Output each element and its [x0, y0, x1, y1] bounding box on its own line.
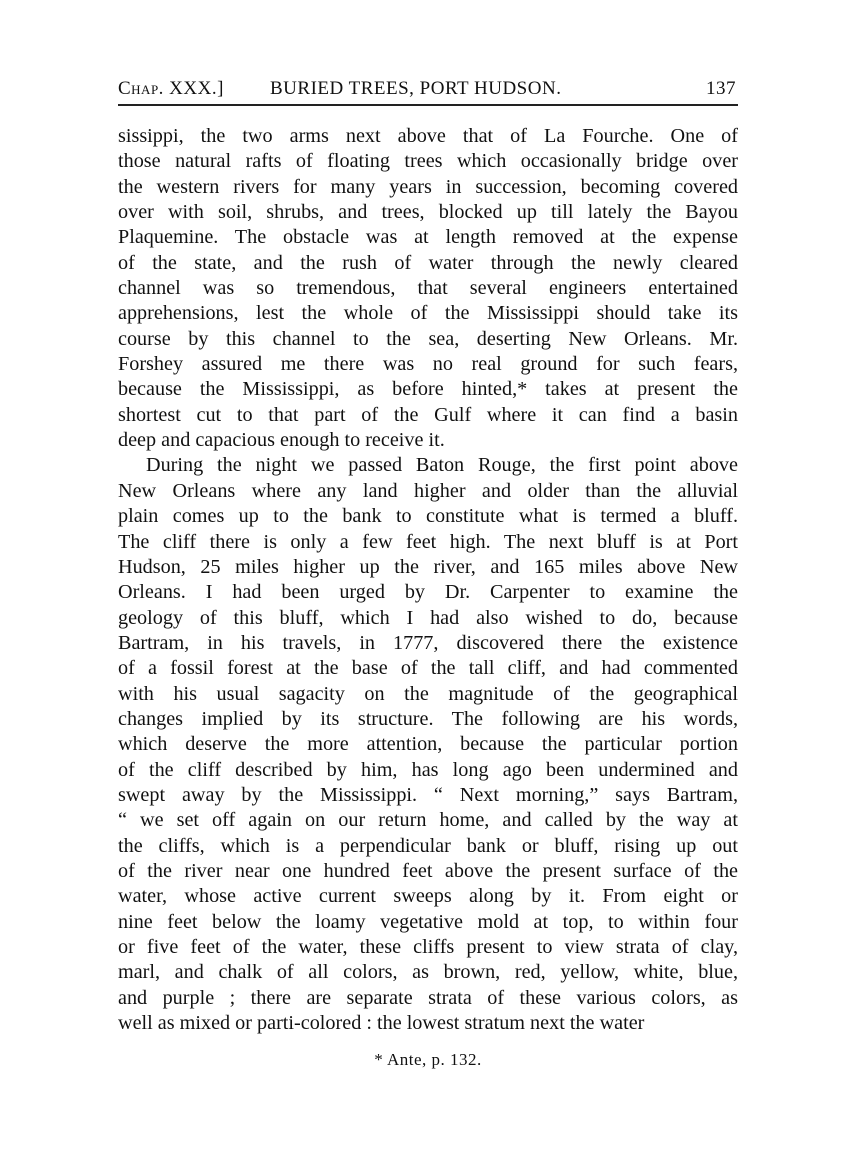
text-line: apprehensions, lest the whole of the Mississippi should take its [118, 302, 738, 325]
text-line: and purple ; there are separate strata of these various colors, as [118, 986, 738, 1009]
text-line: of the cliff described by him, has long ago been undermined and [118, 758, 738, 781]
text-line: channel was so tremendous, that several engineers entertained [118, 277, 738, 300]
text-line: swept away by the Mississippi. “ Next morning,” says Bartram, [118, 783, 738, 806]
text-line: which deserve the more attention, because the particular portion [118, 733, 738, 756]
text-line: Orleans. I had been urged by Dr. Carpenter to examine the [118, 581, 738, 604]
text-line: course by this channel to the sea, deserting New Orleans. Mr. [118, 327, 738, 350]
page-number: 137 [706, 78, 736, 99]
book-page [118, 74, 738, 1070]
text-line: shortest cut to that part of the Gulf where it can find a basin [118, 403, 738, 426]
text-line: deep and capacious enough to receive it. [118, 429, 445, 452]
text-line: those natural rafts of floating trees which occasionally bridge over [118, 150, 738, 173]
footnote: * Ante, p. 132. [374, 1050, 482, 1070]
text-line: During the night we passed Baton Rouge, the first point above [146, 454, 738, 477]
paragraph-1 [118, 124, 738, 453]
text-line: Bartram, in his travels, in 1777, discovered there the existence [118, 631, 738, 654]
text-line: well as mixed or parti-colored : the lowest stratum next the water [118, 1012, 645, 1035]
text-line: New Orleans where any land higher and older than the alluvial [118, 479, 738, 502]
text-line: with his usual sagacity on the magnitude of the geographical [118, 682, 738, 705]
text-line: of a fossil forest at the base of the tall cliff, and had commented [118, 657, 738, 680]
chapter-label: Chap. XXX.] [118, 78, 224, 99]
text-line: Hudson, 25 miles higher up the river, and 165 miles above New [118, 555, 738, 578]
text-line: of the state, and the rush of water through the newly cleared [118, 251, 738, 274]
text-line: The cliff there is only a few feet high. The next bluff is at Port [118, 530, 738, 553]
text-line: Plaquemine. The obstacle was at length removed at the expense [118, 226, 738, 249]
page-title: BURIED TREES, PORT HUDSON. [270, 78, 562, 99]
text-line: nine feet below the loamy vegetative mold at top, to within four [118, 910, 738, 933]
text-line: marl, and chalk of all colors, as brown, red, yellow, white, blue, [118, 961, 738, 984]
text-line: geology of this bluff, which I had also wished to do, because [118, 606, 738, 629]
text-line: over with soil, shrubs, and trees, blocked up till lately the Bayou [118, 201, 738, 224]
paragraph-2 [118, 453, 738, 1036]
text-line: sissippi, the two arms next above that of La Fourche. One of [118, 125, 738, 147]
text-line: of the river near one hundred feet above the present surface of the [118, 859, 738, 882]
text-line: changes implied by its structure. The following are his words, [118, 707, 738, 730]
text-line: the western rivers for many years in succession, becoming covered [118, 175, 738, 198]
text-line: plain comes up to the bank to constitute what is termed a bluff. [118, 505, 738, 528]
text-line: or five feet of the water, these cliffs present to view strata of clay, [118, 936, 738, 958]
text-line: water, whose active current sweeps along by it. From eight or [118, 885, 738, 908]
text-line: Forshey assured me there was no real ground for such fears, [118, 353, 738, 376]
body-text [118, 124, 738, 1036]
text-line: because the Mississippi, as before hinted,* takes at present the [118, 378, 738, 401]
running-head [118, 74, 738, 106]
text-line: “ we set off again on our return home, and called by the way at [118, 809, 738, 832]
text-line: the cliffs, which is a perpendicular bank or bluff, rising up out [118, 834, 738, 857]
